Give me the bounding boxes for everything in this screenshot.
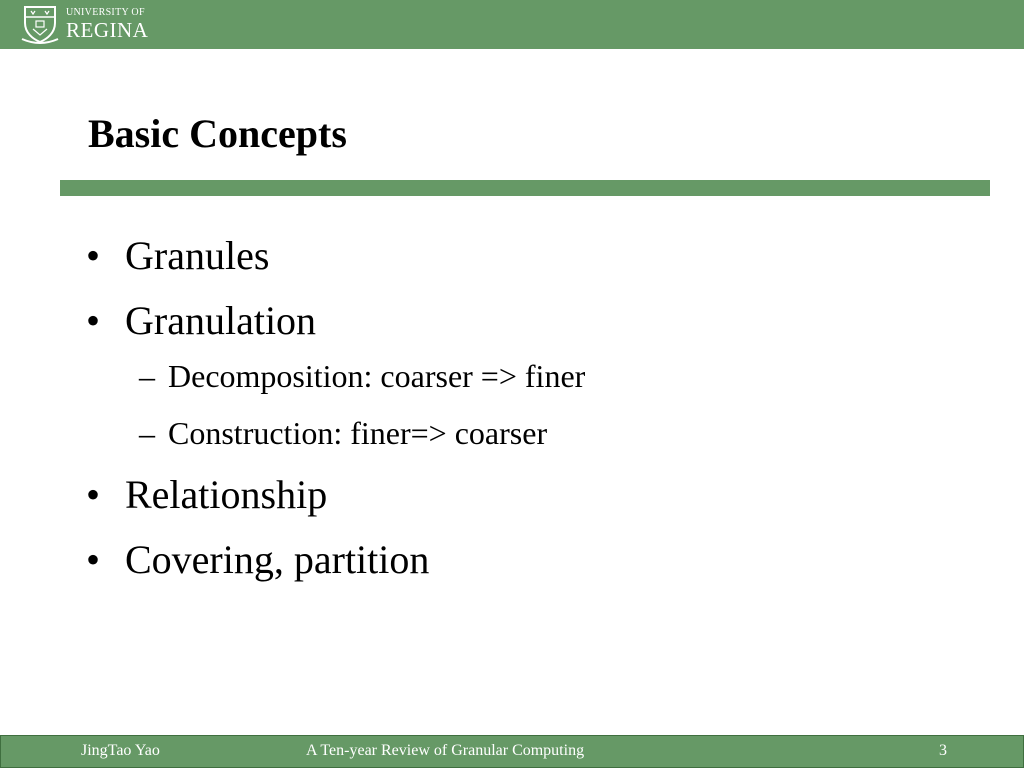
slide-title: Basic Concepts bbox=[88, 111, 347, 156]
university-crest-icon bbox=[20, 3, 60, 45]
sub-bullet-item: – Decomposition: coarser => finer bbox=[136, 357, 966, 395]
bullet-item bbox=[86, 232, 966, 280]
footer-bar bbox=[0, 735, 1024, 768]
bullet-text: Granules bbox=[125, 233, 270, 278]
sub-bullet-list bbox=[125, 357, 966, 452]
footer-author: JingTao Yao bbox=[81, 742, 160, 759]
logo-line2: REGINA bbox=[66, 17, 149, 42]
bullet-text: Relationship bbox=[125, 472, 328, 517]
sub-bullet-item: – Construction: finer=> coarser bbox=[136, 414, 966, 452]
bullet-text: Granulation bbox=[125, 298, 317, 343]
bullet-text: Covering, partition bbox=[125, 537, 430, 582]
logo-line1: UNIVERSITY OF bbox=[66, 6, 145, 18]
university-logo bbox=[20, 3, 148, 45]
title-divider bbox=[60, 180, 990, 196]
footer-presentation-title: A Ten-year Review of Granular Computing bbox=[306, 742, 585, 759]
bullet-item bbox=[86, 297, 966, 452]
logo-wordmark bbox=[66, 8, 148, 41]
header-bar bbox=[0, 0, 1024, 49]
page-number: 3 bbox=[939, 742, 947, 759]
bullet-item bbox=[86, 471, 966, 519]
bullet-list bbox=[86, 232, 966, 601]
bullet-item bbox=[86, 536, 966, 584]
